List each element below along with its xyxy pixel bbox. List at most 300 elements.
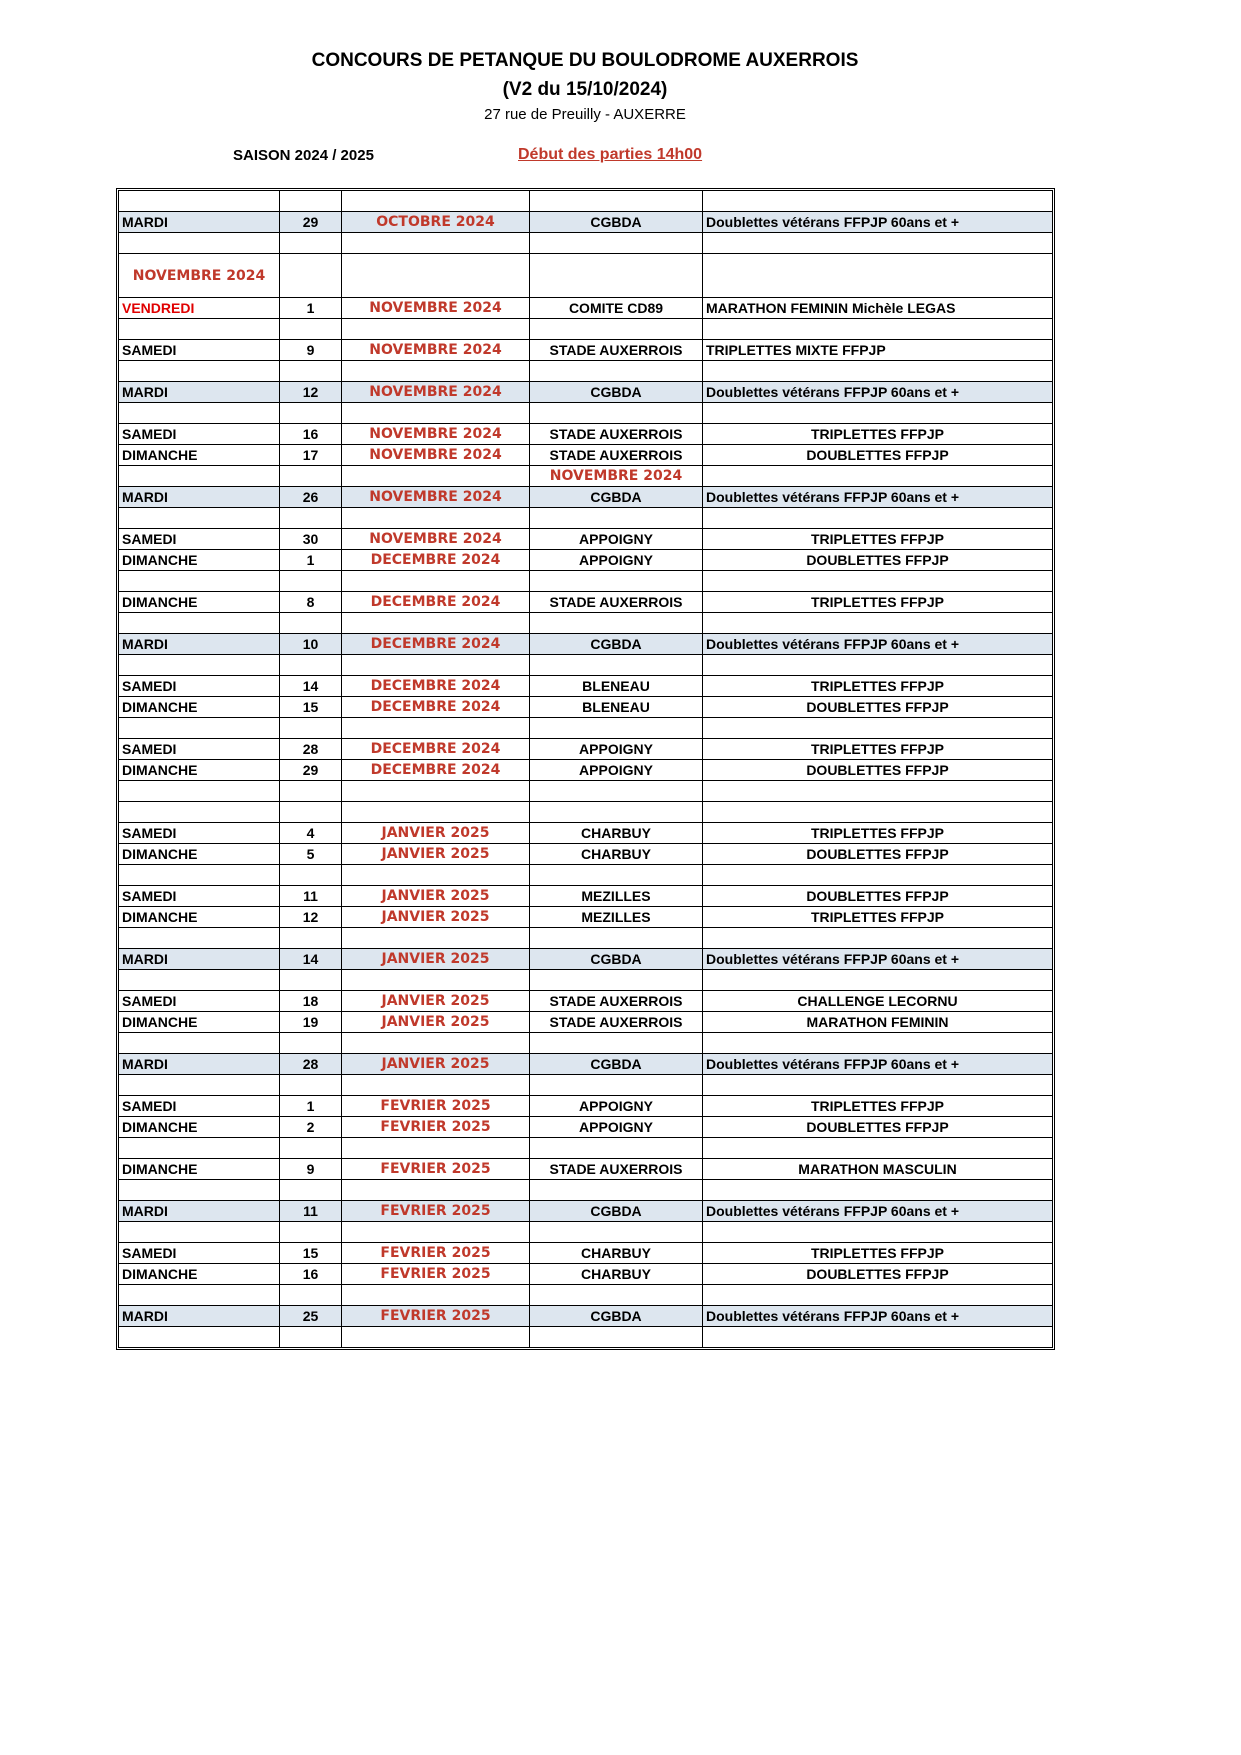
date-number-cell: 1 bbox=[280, 1096, 342, 1117]
empty-row bbox=[119, 1033, 1053, 1054]
day-cell: SAMEDI bbox=[119, 676, 280, 697]
date-number-cell bbox=[280, 254, 342, 298]
event-cell: TRIPLETTES FFPJP bbox=[703, 1096, 1053, 1117]
schedule-row bbox=[119, 844, 1053, 865]
month-cell: DECEMBRE 2024 bbox=[342, 739, 530, 760]
event-cell bbox=[703, 403, 1053, 424]
month-cell: JANVIER 2025 bbox=[342, 823, 530, 844]
event-cell: TRIPLETTES FFPJP bbox=[703, 592, 1053, 613]
schedule-row bbox=[119, 676, 1053, 697]
location-cell bbox=[530, 1327, 703, 1348]
month-cell: FEVRIER 2025 bbox=[342, 1117, 530, 1138]
date-number-cell: 1 bbox=[280, 550, 342, 571]
event-cell: DOUBLETTES FFPJP bbox=[703, 550, 1053, 571]
month-cell: JANVIER 2025 bbox=[342, 844, 530, 865]
location-cell bbox=[530, 508, 703, 529]
month-cell bbox=[342, 1327, 530, 1348]
schedule-row bbox=[119, 1159, 1053, 1180]
location-cell: CGBDA bbox=[530, 634, 703, 655]
event-cell: Doublettes vétérans FFPJP 60ans et + bbox=[703, 1201, 1053, 1222]
event-cell bbox=[703, 254, 1053, 298]
month-cell: FEVRIER 2025 bbox=[342, 1264, 530, 1285]
day-cell bbox=[119, 865, 280, 886]
event-cell bbox=[703, 1033, 1053, 1054]
empty-row bbox=[119, 1327, 1053, 1348]
schedule-row bbox=[119, 254, 1053, 298]
location-cell bbox=[530, 781, 703, 802]
location-cell bbox=[530, 1222, 703, 1243]
date-number-cell: 11 bbox=[280, 886, 342, 907]
month-cell bbox=[342, 191, 530, 212]
month-cell: NOVEMBRE 2024 bbox=[342, 487, 530, 508]
empty-row bbox=[119, 319, 1053, 340]
event-cell bbox=[703, 1180, 1053, 1201]
day-cell: MARDI bbox=[119, 634, 280, 655]
document-version: (V2 du 15/10/2024) bbox=[502, 79, 668, 100]
day-cell: SAMEDI bbox=[119, 886, 280, 907]
day-cell bbox=[119, 1033, 280, 1054]
date-number-cell bbox=[280, 865, 342, 886]
location-cell bbox=[530, 361, 703, 382]
location-cell bbox=[530, 718, 703, 739]
date-number-cell: 10 bbox=[280, 634, 342, 655]
event-cell: CHALLENGE LECORNU bbox=[703, 991, 1053, 1012]
location-cell: CGBDA bbox=[530, 212, 703, 233]
day-cell: MARDI bbox=[119, 949, 280, 970]
date-number-cell: 16 bbox=[280, 424, 342, 445]
schedule-row bbox=[119, 697, 1053, 718]
location-cell: STADE AUXERROIS bbox=[530, 445, 703, 466]
day-cell: VENDREDI bbox=[119, 298, 280, 319]
location-cell: BLENEAU bbox=[530, 676, 703, 697]
event-cell bbox=[703, 928, 1053, 949]
day-cell bbox=[119, 970, 280, 991]
date-number-cell: 16 bbox=[280, 1264, 342, 1285]
empty-row bbox=[119, 1180, 1053, 1201]
day-cell: MARDI bbox=[119, 1054, 280, 1075]
day-cell: DIMANCHE bbox=[119, 760, 280, 781]
schedule-row bbox=[119, 1054, 1053, 1075]
location-cell bbox=[530, 613, 703, 634]
day-cell: SAMEDI bbox=[119, 739, 280, 760]
event-cell: DOUBLETTES FFPJP bbox=[703, 844, 1053, 865]
date-number-cell bbox=[280, 508, 342, 529]
day-cell: SAMEDI bbox=[119, 991, 280, 1012]
event-cell: TRIPLETTES FFPJP bbox=[703, 529, 1053, 550]
month-cell: NOVEMBRE 2024 bbox=[342, 340, 530, 361]
schedule-row bbox=[119, 445, 1053, 466]
event-cell: MARATHON MASCULIN bbox=[703, 1159, 1053, 1180]
empty-row bbox=[119, 508, 1053, 529]
location-cell: COMITE CD89 bbox=[530, 298, 703, 319]
date-number-cell: 29 bbox=[280, 212, 342, 233]
month-cell bbox=[342, 613, 530, 634]
date-number-cell bbox=[280, 928, 342, 949]
location-cell: STADE AUXERROIS bbox=[530, 424, 703, 445]
schedule-row bbox=[119, 886, 1053, 907]
schedule-row bbox=[119, 1264, 1053, 1285]
month-cell: NOVEMBRE 2024 bbox=[342, 529, 530, 550]
document-title: CONCOURS DE PETANQUE DU BOULODROME AUXERROIS bbox=[311, 50, 859, 71]
date-number-cell: 12 bbox=[280, 907, 342, 928]
month-cell bbox=[342, 970, 530, 991]
day-cell bbox=[119, 718, 280, 739]
location-cell bbox=[530, 191, 703, 212]
location-cell bbox=[530, 254, 703, 298]
location-cell bbox=[530, 571, 703, 592]
date-number-cell bbox=[280, 361, 342, 382]
date-number-cell bbox=[280, 1033, 342, 1054]
day-cell: SAMEDI bbox=[119, 823, 280, 844]
location-cell: APPOIGNY bbox=[530, 760, 703, 781]
day-cell bbox=[119, 466, 280, 487]
day-cell: DIMANCHE bbox=[119, 445, 280, 466]
empty-row bbox=[119, 571, 1053, 592]
location-cell bbox=[530, 928, 703, 949]
event-cell bbox=[703, 466, 1053, 487]
month-cell: DECEMBRE 2024 bbox=[342, 634, 530, 655]
event-cell bbox=[703, 655, 1053, 676]
date-number-cell bbox=[280, 571, 342, 592]
month-cell: OCTOBRE 2024 bbox=[342, 212, 530, 233]
date-number-cell bbox=[280, 319, 342, 340]
empty-row bbox=[119, 361, 1053, 382]
empty-row bbox=[119, 191, 1053, 212]
event-cell: TRIPLETTES FFPJP bbox=[703, 823, 1053, 844]
location-cell bbox=[530, 1033, 703, 1054]
start-time-label: Début des parties 14h00 bbox=[518, 146, 703, 163]
event-cell: Doublettes vétérans FFPJP 60ans et + bbox=[703, 949, 1053, 970]
schedule-row bbox=[119, 1243, 1053, 1264]
event-cell: DOUBLETTES FFPJP bbox=[703, 445, 1053, 466]
date-number-cell bbox=[280, 970, 342, 991]
location-cell: NOVEMBRE 2024 bbox=[530, 466, 703, 487]
day-cell bbox=[119, 191, 280, 212]
location-cell bbox=[530, 403, 703, 424]
location-cell bbox=[530, 655, 703, 676]
empty-row bbox=[119, 928, 1053, 949]
event-cell bbox=[703, 1327, 1053, 1348]
event-cell: DOUBLETTES FFPJP bbox=[703, 1264, 1053, 1285]
day-cell: SAMEDI bbox=[119, 1096, 280, 1117]
date-number-cell: 9 bbox=[280, 340, 342, 361]
month-cell bbox=[342, 1285, 530, 1306]
date-number-cell bbox=[280, 1327, 342, 1348]
day-cell: MARDI bbox=[119, 1306, 280, 1327]
month-cell: NOVEMBRE 2024 bbox=[342, 424, 530, 445]
season-label: SAISON 2024 / 2025 bbox=[233, 147, 374, 164]
empty-row bbox=[119, 865, 1053, 886]
month-cell bbox=[342, 466, 530, 487]
location-cell: STADE AUXERROIS bbox=[530, 1012, 703, 1033]
date-number-cell bbox=[280, 1222, 342, 1243]
day-cell: SAMEDI bbox=[119, 1243, 280, 1264]
schedule-row bbox=[119, 1306, 1053, 1327]
empty-row bbox=[119, 781, 1053, 802]
schedule-row bbox=[119, 1096, 1053, 1117]
month-cell: DECEMBRE 2024 bbox=[342, 676, 530, 697]
day-cell bbox=[119, 319, 280, 340]
month-cell bbox=[342, 571, 530, 592]
event-cell: Doublettes vétérans FFPJP 60ans et + bbox=[703, 1306, 1053, 1327]
date-number-cell: 9 bbox=[280, 1159, 342, 1180]
month-cell: JANVIER 2025 bbox=[342, 907, 530, 928]
location-cell bbox=[530, 319, 703, 340]
empty-row bbox=[119, 802, 1053, 823]
schedule-row bbox=[119, 340, 1053, 361]
event-cell: TRIPLETTES FFPJP bbox=[703, 907, 1053, 928]
month-cell bbox=[342, 781, 530, 802]
date-number-cell bbox=[280, 403, 342, 424]
date-number-cell: 8 bbox=[280, 592, 342, 613]
empty-row bbox=[119, 466, 1053, 487]
event-cell bbox=[703, 781, 1053, 802]
date-number-cell: 30 bbox=[280, 529, 342, 550]
month-cell bbox=[342, 1138, 530, 1159]
schedule-row bbox=[119, 298, 1053, 319]
month-cell: JANVIER 2025 bbox=[342, 949, 530, 970]
schedule-row bbox=[119, 634, 1053, 655]
date-number-cell: 1 bbox=[280, 298, 342, 319]
schedule-row bbox=[119, 592, 1053, 613]
month-cell: DECEMBRE 2024 bbox=[342, 697, 530, 718]
empty-row bbox=[119, 1222, 1053, 1243]
month-cell: DECEMBRE 2024 bbox=[342, 760, 530, 781]
event-cell bbox=[703, 361, 1053, 382]
event-cell: DOUBLETTES FFPJP bbox=[703, 697, 1053, 718]
event-cell bbox=[703, 319, 1053, 340]
location-cell: APPOIGNY bbox=[530, 739, 703, 760]
month-cell: FEVRIER 2025 bbox=[342, 1096, 530, 1117]
month-cell: JANVIER 2025 bbox=[342, 1012, 530, 1033]
location-cell: STADE AUXERROIS bbox=[530, 1159, 703, 1180]
date-number-cell bbox=[280, 233, 342, 254]
date-number-cell bbox=[280, 781, 342, 802]
day-cell: DIMANCHE bbox=[119, 1159, 280, 1180]
day-cell bbox=[119, 361, 280, 382]
event-cell bbox=[703, 508, 1053, 529]
schedule-row bbox=[119, 1201, 1053, 1222]
schedule-row bbox=[119, 760, 1053, 781]
month-cell: NOVEMBRE 2024 bbox=[342, 382, 530, 403]
date-number-cell: 4 bbox=[280, 823, 342, 844]
empty-row bbox=[119, 613, 1053, 634]
month-cell bbox=[342, 508, 530, 529]
month-cell: FEVRIER 2025 bbox=[342, 1306, 530, 1327]
empty-row bbox=[119, 718, 1053, 739]
month-cell bbox=[342, 1075, 530, 1096]
date-number-cell bbox=[280, 1075, 342, 1096]
event-cell: Doublettes vétérans FFPJP 60ans et + bbox=[703, 1054, 1053, 1075]
date-number-cell: 15 bbox=[280, 697, 342, 718]
location-cell: APPOIGNY bbox=[530, 1117, 703, 1138]
day-cell bbox=[119, 802, 280, 823]
event-cell bbox=[703, 802, 1053, 823]
location-cell bbox=[530, 1075, 703, 1096]
event-cell: MARATHON FEMININ bbox=[703, 1012, 1053, 1033]
schedule-row bbox=[119, 550, 1053, 571]
location-cell: CHARBUY bbox=[530, 844, 703, 865]
location-cell: CGBDA bbox=[530, 1201, 703, 1222]
date-number-cell bbox=[280, 613, 342, 634]
location-cell bbox=[530, 1285, 703, 1306]
location-cell bbox=[530, 233, 703, 254]
location-cell: MEZILLES bbox=[530, 907, 703, 928]
date-number-cell: 12 bbox=[280, 382, 342, 403]
month-cell: JANVIER 2025 bbox=[342, 886, 530, 907]
event-cell: Doublettes vétérans FFPJP 60ans et + bbox=[703, 634, 1053, 655]
month-cell: JANVIER 2025 bbox=[342, 1054, 530, 1075]
day-cell bbox=[119, 508, 280, 529]
event-cell bbox=[703, 1285, 1053, 1306]
day-cell: MARDI bbox=[119, 212, 280, 233]
day-cell bbox=[119, 1075, 280, 1096]
month-cell: DECEMBRE 2024 bbox=[342, 592, 530, 613]
date-number-cell: 14 bbox=[280, 676, 342, 697]
location-cell: CGBDA bbox=[530, 949, 703, 970]
day-cell bbox=[119, 571, 280, 592]
month-cell bbox=[342, 361, 530, 382]
event-cell bbox=[703, 191, 1053, 212]
event-cell: TRIPLETTES MIXTE FFPJP bbox=[703, 340, 1053, 361]
schedule-row bbox=[119, 991, 1053, 1012]
schedule-row bbox=[119, 529, 1053, 550]
location-cell: APPOIGNY bbox=[530, 529, 703, 550]
day-cell: DIMANCHE bbox=[119, 907, 280, 928]
event-cell: Doublettes vétérans FFPJP 60ans et + bbox=[703, 212, 1053, 233]
date-number-cell bbox=[280, 655, 342, 676]
empty-row bbox=[119, 1138, 1053, 1159]
date-number-cell bbox=[280, 191, 342, 212]
event-cell: Doublettes vétérans FFPJP 60ans et + bbox=[703, 382, 1053, 403]
event-cell: Doublettes vétérans FFPJP 60ans et + bbox=[703, 487, 1053, 508]
month-cell bbox=[342, 1222, 530, 1243]
month-cell bbox=[342, 928, 530, 949]
schedule-body bbox=[119, 191, 1053, 1348]
empty-row bbox=[119, 1285, 1053, 1306]
location-cell bbox=[530, 970, 703, 991]
empty-row bbox=[119, 233, 1053, 254]
day-cell: SAMEDI bbox=[119, 424, 280, 445]
event-cell: MARATHON FEMININ Michèle LEGAS bbox=[703, 298, 1053, 319]
month-cell bbox=[342, 718, 530, 739]
schedule-row bbox=[119, 823, 1053, 844]
location-cell: CGBDA bbox=[530, 1054, 703, 1075]
location-cell bbox=[530, 802, 703, 823]
date-number-cell bbox=[280, 466, 342, 487]
schedule-row bbox=[119, 907, 1053, 928]
schedule-row bbox=[119, 1012, 1053, 1033]
date-number-cell: 11 bbox=[280, 1201, 342, 1222]
location-cell: STADE AUXERROIS bbox=[530, 592, 703, 613]
day-cell bbox=[119, 781, 280, 802]
location-cell: APPOIGNY bbox=[530, 550, 703, 571]
date-number-cell bbox=[280, 802, 342, 823]
day-cell: NOVEMBRE 2024 bbox=[119, 254, 280, 298]
location-cell: CHARBUY bbox=[530, 1243, 703, 1264]
day-cell: MARDI bbox=[119, 487, 280, 508]
event-cell bbox=[703, 233, 1053, 254]
day-cell bbox=[119, 928, 280, 949]
month-cell bbox=[342, 865, 530, 886]
month-cell bbox=[342, 233, 530, 254]
event-cell: DOUBLETTES FFPJP bbox=[703, 886, 1053, 907]
empty-row bbox=[119, 1075, 1053, 1096]
schedule-row bbox=[119, 487, 1053, 508]
schedule-row bbox=[119, 382, 1053, 403]
day-cell bbox=[119, 1285, 280, 1306]
event-cell: TRIPLETTES FFPJP bbox=[703, 1243, 1053, 1264]
date-number-cell bbox=[280, 1180, 342, 1201]
day-cell bbox=[119, 1138, 280, 1159]
month-cell: NOVEMBRE 2024 bbox=[342, 445, 530, 466]
date-number-cell: 18 bbox=[280, 991, 342, 1012]
month-cell bbox=[342, 319, 530, 340]
date-number-cell: 5 bbox=[280, 844, 342, 865]
location-cell: STADE AUXERROIS bbox=[530, 340, 703, 361]
month-cell bbox=[342, 655, 530, 676]
day-cell bbox=[119, 655, 280, 676]
day-cell: SAMEDI bbox=[119, 529, 280, 550]
month-cell bbox=[342, 254, 530, 298]
day-cell: DIMANCHE bbox=[119, 844, 280, 865]
date-number-cell: 25 bbox=[280, 1306, 342, 1327]
day-cell: DIMANCHE bbox=[119, 550, 280, 571]
event-cell bbox=[703, 1138, 1053, 1159]
event-cell: TRIPLETTES FFPJP bbox=[703, 424, 1053, 445]
empty-row bbox=[119, 655, 1053, 676]
event-cell: TRIPLETTES FFPJP bbox=[703, 739, 1053, 760]
day-cell: DIMANCHE bbox=[119, 1012, 280, 1033]
event-cell: TRIPLETTES FFPJP bbox=[703, 676, 1053, 697]
event-cell bbox=[703, 865, 1053, 886]
document-address: 27 rue de Preuilly - AUXERRE bbox=[484, 106, 686, 123]
date-number-cell: 28 bbox=[280, 739, 342, 760]
month-cell: FEVRIER 2025 bbox=[342, 1243, 530, 1264]
event-cell: DOUBLETTES FFPJP bbox=[703, 760, 1053, 781]
day-cell: MARDI bbox=[119, 382, 280, 403]
location-cell bbox=[530, 1180, 703, 1201]
location-cell: CHARBUY bbox=[530, 823, 703, 844]
event-cell bbox=[703, 970, 1053, 991]
day-cell bbox=[119, 613, 280, 634]
location-cell: CGBDA bbox=[530, 487, 703, 508]
date-number-cell: 26 bbox=[280, 487, 342, 508]
month-cell bbox=[342, 1180, 530, 1201]
date-number-cell: 14 bbox=[280, 949, 342, 970]
month-cell: DECEMBRE 2024 bbox=[342, 550, 530, 571]
schedule-row bbox=[119, 1117, 1053, 1138]
day-cell: DIMANCHE bbox=[119, 697, 280, 718]
schedule-row bbox=[119, 949, 1053, 970]
event-cell: DOUBLETTES FFPJP bbox=[703, 1117, 1053, 1138]
date-number-cell: 28 bbox=[280, 1054, 342, 1075]
date-number-cell bbox=[280, 718, 342, 739]
month-cell: JANVIER 2025 bbox=[342, 991, 530, 1012]
month-cell: FEVRIER 2025 bbox=[342, 1159, 530, 1180]
event-cell bbox=[703, 1222, 1053, 1243]
date-number-cell: 17 bbox=[280, 445, 342, 466]
location-cell: CGBDA bbox=[530, 1306, 703, 1327]
day-cell: MARDI bbox=[119, 1201, 280, 1222]
date-number-cell: 15 bbox=[280, 1243, 342, 1264]
location-cell: APPOIGNY bbox=[530, 1096, 703, 1117]
day-cell: DIMANCHE bbox=[119, 592, 280, 613]
location-cell: BLENEAU bbox=[530, 697, 703, 718]
day-cell bbox=[119, 1180, 280, 1201]
month-cell bbox=[342, 802, 530, 823]
schedule-table bbox=[118, 190, 1053, 1348]
